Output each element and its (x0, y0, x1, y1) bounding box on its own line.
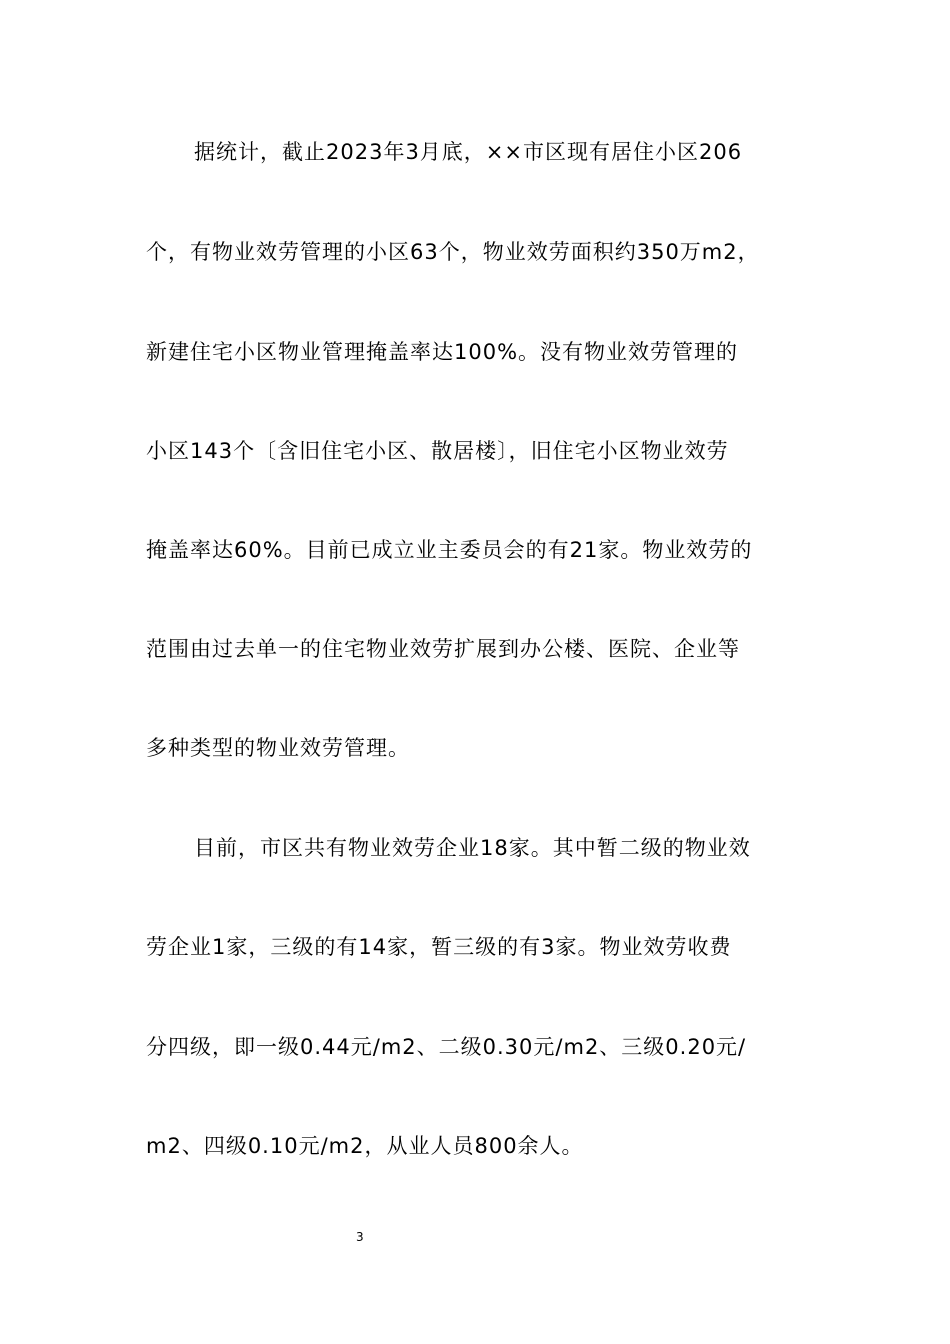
text-line: 新建住宅小区物业管理掩盖率达100%。没有物业效劳管理的 (146, 340, 739, 364)
text-line: 目前，市区共有物业效劳企业18家。其中暂二级的物业效 (194, 836, 751, 860)
text-line: 据统计，截止2023年3月底，××市区现有居住小区206 (194, 140, 743, 164)
text-line: 多种类型的物业效劳管理。 (146, 736, 410, 760)
text-line: 小区143个〔含旧住宅小区、散居楼〕，旧住宅小区物业效劳 (146, 439, 729, 463)
text-line: 掩盖率达60%。目前已成立业主委员会的有21家。物业效劳的 (146, 538, 753, 562)
text-line: 劳企业1家，三级的有14家，暂三级的有3家。物业效劳收费 (146, 935, 732, 959)
text-line: 分四级，即一级0.44元/m2、二级0.30元/m2、三级0.20元/ (146, 1035, 747, 1059)
text-line: 个，有物业效劳管理的小区63个，物业效劳面积约350万m2， (146, 240, 760, 264)
text-line: m2、四级0.10元/m2，从业人员800余人。 (146, 1134, 584, 1158)
text-line: 范围由过去单一的住宅物业效劳扩展到办公楼、医院、企业等 (146, 637, 740, 661)
page-number: 3 (356, 1230, 364, 1244)
